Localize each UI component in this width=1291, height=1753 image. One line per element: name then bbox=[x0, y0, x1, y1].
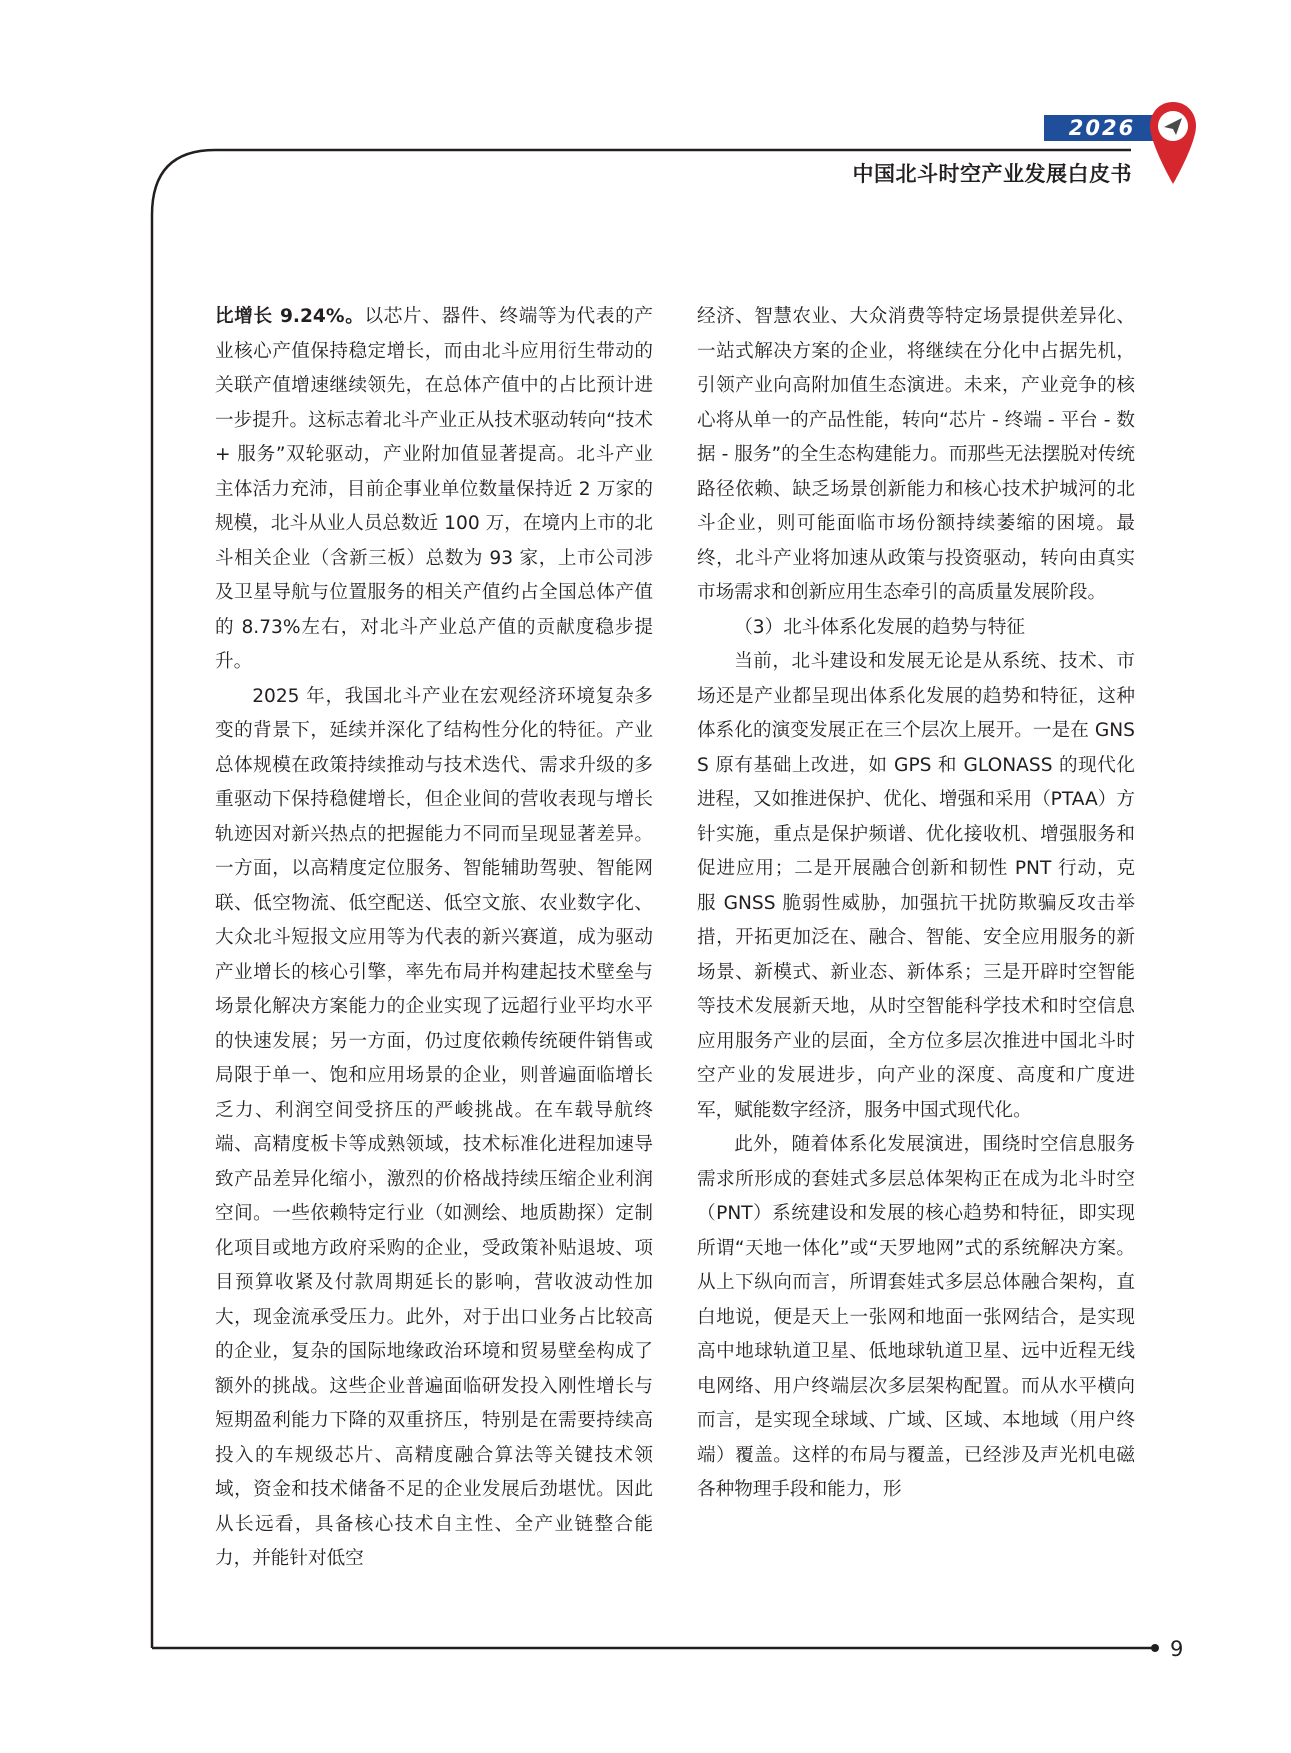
left-paragraph-1-text: 以芯片、器件、终端等为代表的产业核心产值保持稳定增长，而由北斗应用衍生带动的关联产值增速继续领先，在总体产值中的占比预计进一步提升。这标志着北斗产业正从技术驱动转向“技术 + 服务”双轮驱动，产业附加值显著提高。北斗产业主体活力充沛，目前企事业单位数量保持近 2 万家的规模，北斗从业人员总数近 100 万，在境内上市的北斗相关企业（含新三板）总数为 93 家，上市公司涉及卫星导航与位置服务的相关产值约占全国总体产值的 8.73%左右，对北斗产业总产值的贡献度稳步提升。 bbox=[215, 306, 653, 672]
right-paragraph-2: 当前，北斗建设和发展无论是从系统、技术、市场还是产业都呈现出体系化发展的趋势和特征，这种体系化的演变发展正在三个层次上展开。一是在 GNSS 原有基础上改进，如 GPS 和 GLONASS 的现代化进程，又如推进保护、优化、增强和采用（PTAA）方针实施，重点是保护频谱、优化接收机、增强服务和促进应用；二是开展融合创新和韧性 PNT 行动，克服 GNSS 脆弱性威胁，加强抗干扰防欺骗反攻击举措，开拓更加泛在、融合、智能、安全应用服务的新场景、新模式、新业态、新体系；三是开辟时空智能等技术发展新天地，从时空智能科学技术和时空信息应用服务产业的层面，全方位多层次推进中国北斗时空产业的发展进步，向产业的深度、高度和广度进军，赋能数字经济，服务中国式现代化。 bbox=[697, 651, 1135, 1121]
page-number: 9 bbox=[1170, 1637, 1184, 1661]
left-column bbox=[215, 300, 653, 1577]
year-badge bbox=[1044, 115, 1160, 141]
growth-rate-lead: 比增长 9.24%。 bbox=[215, 306, 365, 327]
header-title: 中国北斗时空产业发展白皮书 bbox=[852, 162, 1132, 186]
right-paragraph-1: 经济、智慧农业、大众消费等特定场景提供差异化、一站式解决方案的企业，将继续在分化中占据先机，引领产业向高附加值生态演进。未来，产业竞争的核心将从单一的产品性能，转向“芯片 - 终端 - 平台 - 数据 - 服务”的全生态构建能力。而那些无法摆脱对传统路径依赖、缺乏场景创新能力和核心技术护城河的北斗企业，则可能面临市场份额持续萎缩的困境。最终，北斗产业将加速从政策与投资驱动，转向由真实市场需求和创新应用生态牵引的高质量发展阶段。 bbox=[697, 306, 1135, 603]
year-badge-text: 2026 bbox=[1068, 116, 1136, 140]
right-column bbox=[697, 300, 1135, 1508]
left-paragraph-2: 2025 年，我国北斗产业在宏观经济环境复杂多变的背景下，延续并深化了结构性分化的特征。产业总体规模在政策持续推动与技术迭代、需求升级的多重驱动下保持稳健增长，但企业间的营收表现与增长轨迹因对新兴热点的把握能力不同而呈现显著差异。一方面，以高精度定位服务、智能辅助驾驶、智能网联、低空物流、低空配送、低空文旅、农业数字化、大众北斗短报文应用等为代表的新兴赛道，成为驱动产业增长的核心引擎，率先布局并构建起技术壁垒与场景化解决方案能力的企业实现了远超行业平均水平的快速发展；另一方面，仍过度依赖传统硬件销售或局限于单一、饱和应用场景的企业，则普遍面临增长乏力、利润空间受挤压的严峻挑战。在车载导航终端、高精度板卡等成熟领域，技术标准化进程加速导致产品差异化缩小，激烈的价格战持续压缩企业利润空间。一些依赖特定行业（如测绘、地质勘探）定制化项目或地方政府采购的企业，受政策补贴退坡、项目预算收紧及付款周期延长的影响，营收波动性加大，现金流承受压力。此外，对于出口业务占比较高的企业，复杂的国际地缘政治环境和贸易壁垒构成了额外的挑战。这些企业普遍面临研发投入刚性增长与短期盈利能力下降的双重挤压，特别是在需要持续高投入的车规级芯片、高精度融合算法等关键技术领域，资金和技术储备不足的企业发展后劲堪忧。因此从长远看，具备核心技术自主性、全产业链整合能力，并能针对低空 bbox=[215, 685, 653, 1569]
map-pin-icon bbox=[1148, 100, 1198, 186]
right-paragraph-3: 此外，随着体系化发展演进，围绕时空信息服务需求所形成的套娃式多层总体架构正在成为北斗时空（PNT）系统建设和发展的核心趋势和特征，即实现所谓“天地一体化”或“天罗地网”式的系统解决方案。从上下纵向而言，所谓套娃式多层总体融合架构，直白地说，便是天上一张网和地面一张网结合，是实现高中地球轨道卫星、低地球轨道卫星、远中近程无线电网络、用户终端层次多层架构配置。而从水平横向而言，是实现全球域、广域、区域、本地域（用户终端）覆盖。这样的布局与覆盖，已经涉及声光机电磁各种物理手段和能力，形 bbox=[697, 1134, 1135, 1500]
frame-bottom-dot bbox=[1151, 1644, 1159, 1652]
left-paragraph-1 bbox=[215, 300, 653, 680]
section-heading: （3）北斗体系化发展的趋势与特征 bbox=[734, 616, 1025, 638]
